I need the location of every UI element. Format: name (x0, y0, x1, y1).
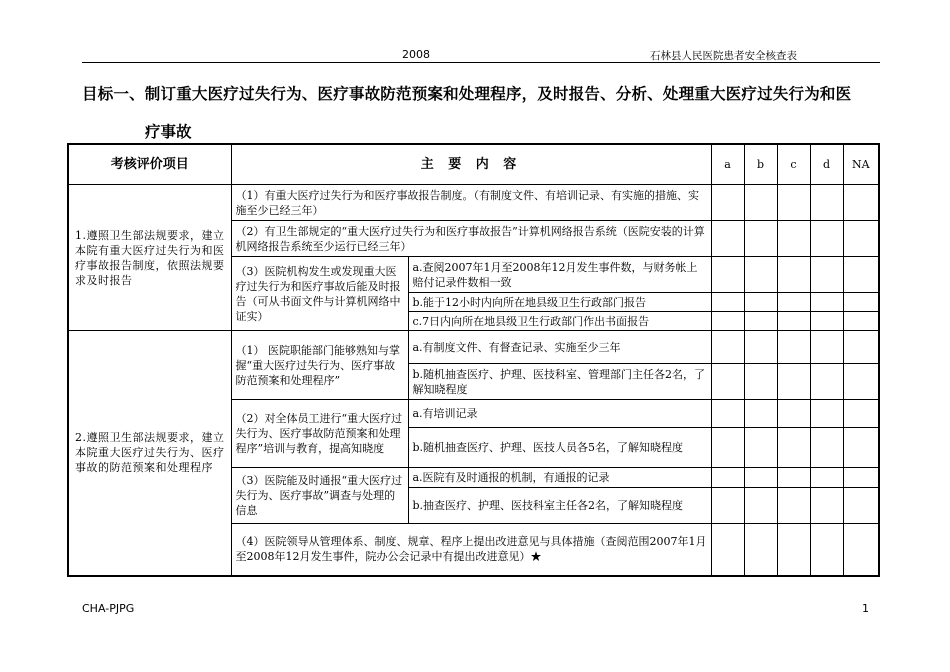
score-cell-c[interactable] (777, 524, 810, 576)
criterion-cell: b.随机抽查医疗、护理、医技科室、管理部门主任各2名，了解知晓程度 (408, 364, 711, 400)
score-cell-b[interactable] (744, 400, 777, 428)
table-row (68, 185, 879, 221)
sub-item-cell: （1） 医院职能部门能够熟知与掌握“重大医疗过失行为、医疗事故防范预案和处理程序” (231, 331, 408, 400)
score-cell-a[interactable] (711, 428, 744, 468)
checklist-table (67, 143, 880, 577)
table-row (68, 331, 879, 364)
score-cell-na[interactable] (843, 331, 879, 364)
score-cell-c[interactable] (777, 331, 810, 364)
footer-page-number: 1 (862, 602, 869, 615)
score-cell-d[interactable] (810, 488, 843, 524)
score-cell-c[interactable] (777, 364, 810, 400)
score-cell-c[interactable] (777, 221, 810, 257)
score-cell-d[interactable] (810, 331, 843, 364)
score-cell-b[interactable] (744, 524, 777, 576)
column-header-na: NA (843, 144, 879, 185)
column-header-c: c (777, 144, 810, 185)
criterion-cell: b.能于12小时内向所在地县级卫生行政部门报告 (408, 293, 711, 312)
score-cell-na[interactable] (843, 312, 879, 331)
score-cell-a[interactable] (711, 257, 744, 293)
criterion-cell: a.有制度文件、有督查记录、实施至少三年 (408, 331, 711, 364)
criterion-cell: a.医院有及时通报的机制，有通报的记录 (408, 468, 711, 488)
column-header-b: b (744, 144, 777, 185)
score-cell-a[interactable] (711, 364, 744, 400)
score-cell-b[interactable] (744, 488, 777, 524)
score-cell-na[interactable] (843, 468, 879, 488)
score-cell-na[interactable] (843, 257, 879, 293)
header-hospital-name: 石林县人民医院患者安全核查表 (650, 50, 797, 62)
assessment-item-2: 2.遵照卫生部法规要求，建立本院重大医疗过失行为、医疗事故的防范预案和处理程序 (68, 331, 231, 576)
score-cell-c[interactable] (777, 312, 810, 331)
score-cell-d[interactable] (810, 185, 843, 221)
score-cell-b[interactable] (744, 428, 777, 468)
score-cell-na[interactable] (843, 400, 879, 428)
column-header-d: d (810, 144, 843, 185)
assessment-item-1: 1.遵照卫生部法规要求，建立本院有重大医疗过失行为和医疗事故报告制度，依照法规要求及时报告 (68, 185, 231, 331)
score-cell-b[interactable] (744, 185, 777, 221)
score-cell-c[interactable] (777, 257, 810, 293)
score-cell-a[interactable] (711, 185, 744, 221)
score-cell-d[interactable] (810, 400, 843, 428)
score-cell-c[interactable] (777, 185, 810, 221)
score-cell-a[interactable] (711, 221, 744, 257)
score-cell-a[interactable] (711, 331, 744, 364)
score-cell-d[interactable] (810, 428, 843, 468)
header-year: 2008 (402, 48, 430, 61)
score-cell-na[interactable] (843, 488, 879, 524)
criterion-cell: a.有培训记录 (408, 400, 711, 428)
score-cell-na[interactable] (843, 221, 879, 257)
score-cell-c[interactable] (777, 293, 810, 312)
score-cell-a[interactable] (711, 293, 744, 312)
score-cell-c[interactable] (777, 468, 810, 488)
content-cell: （4）医院领导从管理体系、制度、规章、程序上提出改进意见与具体措施（查阅范围2007年1月至2008年12月发生事件，院办公会记录中有提出改进意见）★ (231, 524, 711, 576)
score-cell-a[interactable] (711, 468, 744, 488)
table-header-row (68, 144, 879, 185)
score-cell-a[interactable] (711, 400, 744, 428)
score-cell-na[interactable] (843, 364, 879, 400)
criterion-cell: b.抽查医疗、护理、医技科室主任各2名，了解知晓程度 (408, 488, 711, 524)
score-cell-b[interactable] (744, 293, 777, 312)
criterion-cell: b.随机抽查医疗、护理、医技人员各5名，了解知晓程度 (408, 428, 711, 468)
content-cell: （1）有重大医疗过失行为和医疗事故报告制度。（有制度文件、有培训记录、有实施的措施、实施至少已经三年） (231, 185, 711, 221)
score-cell-c[interactable] (777, 428, 810, 468)
score-cell-b[interactable] (744, 221, 777, 257)
page-title: 目标一、制订重大医疗过失行为、医疗事故防范预案和处理程序，及时报告、分析、处理重大医疗过失行为和医 (82, 84, 852, 103)
header-rule (82, 62, 880, 63)
score-cell-d[interactable] (810, 293, 843, 312)
score-cell-c[interactable] (777, 400, 810, 428)
score-cell-a[interactable] (711, 524, 744, 576)
score-cell-b[interactable] (744, 364, 777, 400)
sub-item-cell: （3）医院机构发生或发现重大医疗过失行为和医疗事故后能及时报告（可从书面文件与计算机网络中证实） (231, 257, 408, 331)
criterion-cell: a.查阅2007年1月至2008年12月发生事件数，与财务帐上赔付记录件数相一致 (408, 257, 711, 293)
content-cell: （2）有卫生部规定的“重大医疗过失行为和医疗事故报告”计算机网络报告系统（医院安装的计算机网络报告系统至少运行已经三年） (231, 221, 711, 257)
score-cell-na[interactable] (843, 524, 879, 576)
column-header-a: a (711, 144, 744, 185)
score-cell-na[interactable] (843, 185, 879, 221)
score-cell-na[interactable] (843, 428, 879, 468)
score-cell-d[interactable] (810, 524, 843, 576)
column-header-content: 主 要 内 容 (231, 144, 711, 185)
sub-item-cell: （3）医院能及时通报“重大医疗过失行为、医疗事故”调查与处理的信息 (231, 468, 408, 524)
score-cell-b[interactable] (744, 312, 777, 331)
score-cell-c[interactable] (777, 488, 810, 524)
score-cell-d[interactable] (810, 364, 843, 400)
score-cell-b[interactable] (744, 331, 777, 364)
score-cell-b[interactable] (744, 468, 777, 488)
footer-doc-code: CHA-PJPG (82, 602, 135, 615)
checklist-table-wrapper (67, 143, 880, 577)
score-cell-na[interactable] (843, 293, 879, 312)
score-cell-d[interactable] (810, 468, 843, 488)
score-cell-d[interactable] (810, 221, 843, 257)
score-cell-a[interactable] (711, 488, 744, 524)
score-cell-d[interactable] (810, 257, 843, 293)
score-cell-a[interactable] (711, 312, 744, 331)
page-title-continued: 疗事故 (145, 122, 192, 141)
score-cell-d[interactable] (810, 312, 843, 331)
score-cell-b[interactable] (744, 257, 777, 293)
column-header-item: 考核评价项目 (68, 144, 231, 185)
sub-item-cell: （2）对全体员工进行“重大医疗过失行为、医疗事故防范预案和处理程序”培训与教育，提高知晓度 (231, 400, 408, 468)
criterion-cell: c.7日内向所在地县级卫生行政部门作出书面报告 (408, 312, 711, 331)
